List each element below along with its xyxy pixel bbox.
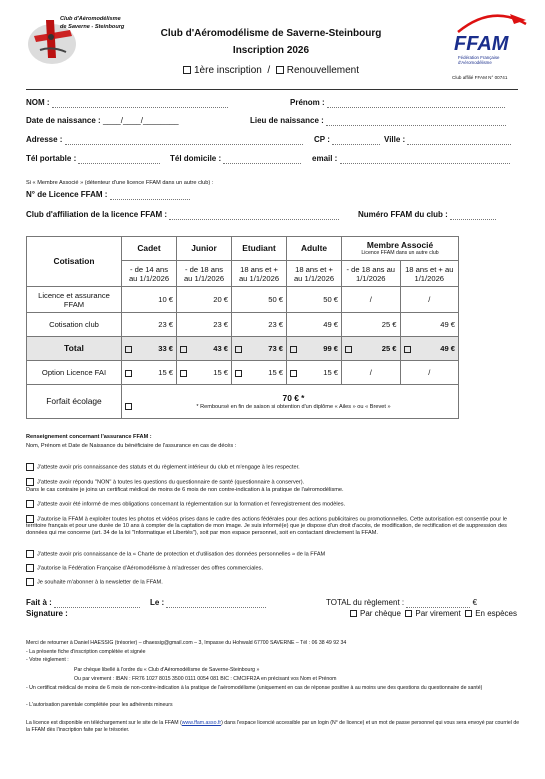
licence-adulte: 50 € <box>287 287 342 313</box>
total-associate-minor[interactable]: 25 € <box>342 337 401 361</box>
row-label-ecolage: Forfait écolage <box>27 385 122 419</box>
club-number-label: Numéro FFAM du club : <box>358 210 448 219</box>
ecolage-cell[interactable] <box>122 385 459 419</box>
footer-line3: Par chèque libellé à l'ordre du « Club d'Aéromodélisme de Saverne-Steinbourg » <box>74 667 260 673</box>
footer-line5: - Un certificat médical de moins de 6 mois de non-contre-indication à la pratique de l'aéromodélisme (uniquement en cas de réponse positive à au moins une des questions du questionnaire de santé) <box>26 685 483 691</box>
cheque-option[interactable]: Par chèque <box>350 609 401 618</box>
cp-label: CP : <box>314 135 330 144</box>
row-label-total: Total <box>27 337 122 361</box>
cotisation-associate-minor: 25 € <box>342 313 401 337</box>
address-label: Adresse : <box>26 135 63 144</box>
ffam-logo-sub1: Fédération Française <box>458 55 500 60</box>
ffam-affiliation: Club affilié FFAM N° 00741 <box>452 75 508 80</box>
licence-associate-adult: / <box>400 287 459 313</box>
total-junior[interactable]: 43 € <box>177 337 232 361</box>
attestation-6[interactable]: J'autorise la Fédération Française d'Aéromodélisme à m'adresser des offres commerciales. <box>26 564 516 572</box>
header-etudiant: Etudiant <box>232 237 287 261</box>
insurance-beneficiary[interactable]: Nom, Prénom et Date de Naissance du bénéficiaire de l'assurance en cas de décès : <box>26 443 237 449</box>
total-adulte[interactable]: 99 € <box>287 337 342 361</box>
birth-place-label: Lieu de naissance : <box>250 116 324 125</box>
first-registration-checkbox[interactable] <box>183 66 191 74</box>
tel-home-field[interactable] <box>170 154 301 164</box>
date-field[interactable] <box>150 598 266 608</box>
ffam-website-link[interactable]: www.ffam.asso.fr <box>181 720 222 726</box>
club-logo-line1: Club d'Aéromodélisme <box>60 16 121 22</box>
renewal-checkbox[interactable] <box>276 66 284 74</box>
licence-junior: 20 € <box>177 287 232 313</box>
fait-field[interactable] <box>26 598 140 608</box>
ville-label: Ville : <box>384 135 406 144</box>
header-associate-sub: Licence FFAM dans un autre club <box>361 250 439 257</box>
footer-line1: - La présente fiche d'inscription complétée et signée <box>26 649 146 655</box>
associate-note: Si « Membre Associé » (détenteur d'une licence FFAM dans un autre club) : <box>26 180 214 186</box>
total-associate-adult[interactable]: 49 € <box>400 337 459 361</box>
birth-date-fill: ____/____/________ <box>102 116 179 125</box>
cotisation-associate-adult: 49 € <box>400 313 459 337</box>
page-title: Club d'Aéromodélisme de Saverne-Steinbourg <box>160 28 382 39</box>
attestation-3[interactable]: J'atteste avoir été informé de mes obligations concernant la réglementation sur la formation et l'enregistrement des modèles. <box>26 500 516 508</box>
header-associate-title: Membre Associé <box>366 240 434 251</box>
attestation-7[interactable]: Je souhaite m'abonner à la newsletter de la FFAM. <box>26 578 516 586</box>
row-label-fai: Option Licence FAI <box>27 361 122 385</box>
email-label: email : <box>312 154 338 163</box>
ffam-logo <box>452 10 532 72</box>
birth-date-label: Date de naissance : <box>26 116 101 125</box>
ville-field[interactable] <box>384 135 511 145</box>
row-label-licence: Licence et assurance FFAM <box>27 287 122 313</box>
fai-adulte[interactable]: 15 € <box>287 361 342 385</box>
age-junior: - de 18 ans au 1/1/2026 <box>177 261 232 287</box>
footer-line4: Ou par virement : IBAN : FR76 1027 8015 3500 0111 0054 081 BIC : CMCIFR2A en précisant vos Nom et Prénom <box>74 676 337 682</box>
first-registration-label: 1ère inscription <box>194 65 262 76</box>
footer-line6: - L'autorisation parentale complétée pour les adhérents mineurs <box>26 702 173 708</box>
header-adulte: Adulte <box>287 237 342 261</box>
total-cadet[interactable]: 33 € <box>122 337 177 361</box>
total-etudiant[interactable]: 73 € <box>232 337 287 361</box>
nom-field[interactable] <box>26 98 228 108</box>
age-etudiant: 18 ans et + au 1/1/2026 <box>232 261 287 287</box>
header-associate <box>342 237 459 261</box>
divider <box>26 89 518 90</box>
header-cotisation: Cotisation <box>27 237 122 287</box>
club-affiliation-label: Club d'affiliation de la licence FFAM : <box>26 210 168 219</box>
especes-option[interactable]: En espèces <box>465 609 517 618</box>
club-affiliation-field[interactable] <box>26 210 339 220</box>
nom-label: NOM : <box>26 98 50 107</box>
ecolage-note: * Remboursé en fin de saison si obtention d'un diplôme « Ailes » ou « Brevet » <box>196 403 391 410</box>
separator: / <box>267 65 271 76</box>
footer-return: Merci de retourner à Daniel HAESSIG (trésorier) – dhaessig@gmail.com – 3, Impasse du Hohwald 67700 SAVERNE – Tél : 06 38 49 92 34 <box>26 640 347 646</box>
licence-etudiant: 50 € <box>232 287 287 313</box>
total-euro: € <box>472 598 478 607</box>
attestation-2[interactable]: J'atteste avoir répondu "NON" à toutes les questions du questionnaire de santé (questionnaire à conserver). <box>26 478 516 486</box>
fai-etudiant[interactable]: 15 € <box>232 361 287 385</box>
insurance-title: Renseignement concernant l'assurance FFAM : <box>26 434 152 440</box>
tel-mobile-label: Tél portable : <box>26 154 77 163</box>
age-associate-minor: - de 18 ans au 1/1/2026 <box>342 261 401 287</box>
registration-type <box>146 65 396 76</box>
licence-number-label: N° de Licence FFAM : <box>26 190 108 199</box>
licence-number-field[interactable] <box>26 190 190 200</box>
email-field[interactable] <box>312 154 510 164</box>
renewal-label: Renouvellement <box>286 65 359 76</box>
age-cadet: - de 14 ans au 1/1/2026 <box>122 261 177 287</box>
licence-cadet: 10 € <box>122 287 177 313</box>
prenom-field[interactable] <box>290 98 505 108</box>
tel-mobile-field[interactable] <box>26 154 160 164</box>
cotisation-junior: 23 € <box>177 313 232 337</box>
licence-associate-minor: / <box>342 287 401 313</box>
fai-associate-minor: / <box>342 361 401 385</box>
attestation-4[interactable]: J'autorise la FFAM à exploiter toutes les photos et vidéos prises dans le cadre des actions fédérales pour des actions publicitaires ou promotionnelles. Cette autorisation est consentie pour le territoire français et pour une durée de 10 ans à compter de la captation de mon image. Je suis informé(e) que je dispose d'un droit d'accès, de modification, de rectification et de suppression des données qui me concerne (art. 34 de la loi "Informatique et Libertés"), soit par mon espace personnel, soit en contactant directement la FFAM. <box>26 516 507 537</box>
birth-place-field[interactable] <box>250 116 506 126</box>
total-label: TOTAL du règlement : <box>326 598 405 607</box>
age-associate-adult: 18 ans et + au 1/1/2026 <box>400 261 459 287</box>
cotisation-etudiant: 23 € <box>232 313 287 337</box>
age-adulte: 18 ans et + au 1/1/2026 <box>287 261 342 287</box>
attestation-1[interactable]: J'atteste avoir pris connaissance des statuts et du règlement intérieur du club et m'engage à les respecter. <box>26 463 516 471</box>
payment-method <box>350 609 517 619</box>
club-logo-line2: de Saverne - Steinbourg <box>60 24 125 30</box>
fai-associate-adult: / <box>400 361 459 385</box>
page-subtitle: Inscription 2026 <box>232 45 310 56</box>
club-number-field[interactable] <box>358 210 496 220</box>
fai-junior[interactable]: 15 € <box>177 361 232 385</box>
ffam-logo-text: FFAM <box>454 33 509 55</box>
header-junior: Junior <box>177 237 232 261</box>
club-logo <box>20 6 138 70</box>
fee-table <box>26 236 459 419</box>
tel-home-label: Tél domicile : <box>170 154 222 163</box>
cotisation-cadet: 23 € <box>122 313 177 337</box>
attestation-5[interactable]: J'atteste avoir pris connaissance de la « Charte de protection et d'utilisation des données personnelles » de la FFAM <box>26 550 516 558</box>
ecolage-value: 70 € * <box>282 392 305 403</box>
total-field[interactable] <box>326 598 477 608</box>
birth-date-field[interactable] <box>26 116 179 126</box>
fait-label: Fait à : <box>26 598 52 607</box>
date-label: Le : <box>150 598 165 607</box>
address-field[interactable] <box>26 135 303 145</box>
footer-licence: La licence est disponible en téléchargement sur le site de la FFAM (www.ffam.asso.fr) dans l'espace licencié accessible par un login (N° de licence) et un mot de passe personnel qui vous sera envoyé par courriel de la FFAM dès l'inscription faite par le trésorier. <box>26 720 520 733</box>
attestation-2b: Dans le cas contraire je joins un certificat médical de moins de 6 mois de non contre-indication à la pratique de l'aéromodélisme. <box>26 487 344 493</box>
prenom-label: Prénom : <box>290 98 325 107</box>
signature-field[interactable] <box>26 609 68 619</box>
cotisation-adulte: 49 € <box>287 313 342 337</box>
fai-cadet[interactable]: 15 € <box>122 361 177 385</box>
ffam-logo-sub2: d'Aéromodélisme <box>458 60 492 65</box>
signature-label: Signature : <box>26 609 68 618</box>
virement-option[interactable]: Par virement <box>405 609 460 618</box>
row-label-cotisation: Cotisation club <box>27 313 122 337</box>
header-cadet: Cadet <box>122 237 177 261</box>
footer-line2: - Votre règlement : <box>26 657 69 663</box>
cp-field[interactable] <box>314 135 380 145</box>
